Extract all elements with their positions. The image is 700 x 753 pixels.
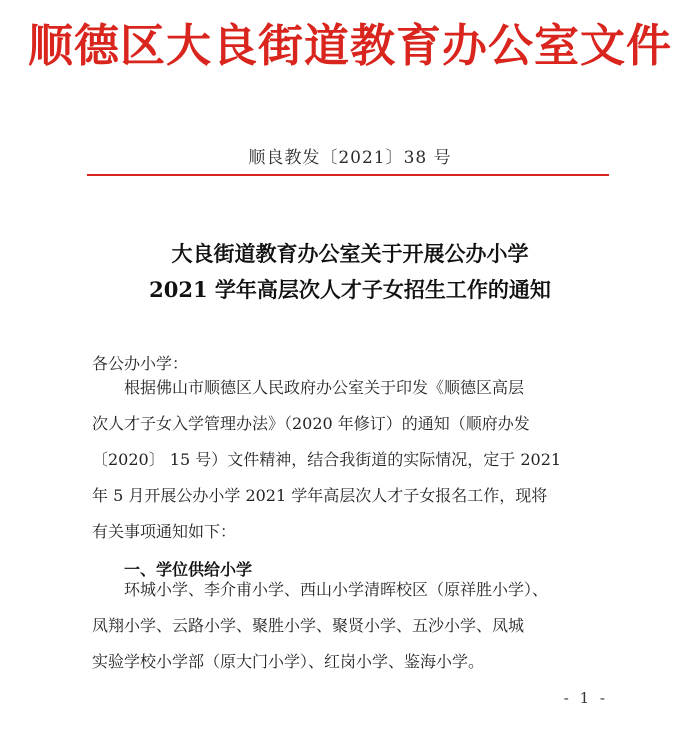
school-list-paragraph xyxy=(92,572,607,680)
notice-title xyxy=(0,236,700,308)
paragraph-line: 年 5 月开展公办小学 2021 学年高层次人才子女报名工作，现将 xyxy=(92,486,548,505)
paragraph-line: 实验学校小学部（原大门小学）、红岗小学、鉴海小学。 xyxy=(92,652,485,671)
salutation: 各公办小学： xyxy=(92,354,189,373)
paragraph-line: 有关事项通知如下： xyxy=(92,522,237,541)
document-number: 顺良教发〔2021〕38 号 xyxy=(248,148,452,168)
title-line-2: 2021 学年高层次人才子女招生工作的通知 xyxy=(149,277,551,302)
paragraph-line: 〔2020〕 15 号）文件精神，结合我街道的实际情况，定于 2021 xyxy=(92,450,562,469)
paragraph-line: 凤翔小学、云路小学、聚胜小学、聚贤小学、五沙小学、凤城 xyxy=(92,616,525,635)
red-divider-line xyxy=(87,174,609,176)
paragraph-line: 根据佛山市顺德区人民政府办公室关于印发《顺德区高层 xyxy=(124,378,525,397)
intro-paragraph xyxy=(92,370,607,550)
masthead-title: 顺德区大良街道教育办公室文件 xyxy=(27,19,672,72)
page-number: - 1 - xyxy=(563,689,608,707)
section-heading-school-supply: 一、学位供给小学 xyxy=(124,560,253,579)
title-line-1: 大良街道教育办公室关于开展公办小学 xyxy=(171,241,529,266)
paragraph-line: 环城小学、李介甫小学、西山小学清晖校区（原祥胜小学）、 xyxy=(124,580,549,599)
paragraph-line: 次人才子女入学管理办法》（2020 年修订）的通知（顺府办发 xyxy=(92,414,530,433)
